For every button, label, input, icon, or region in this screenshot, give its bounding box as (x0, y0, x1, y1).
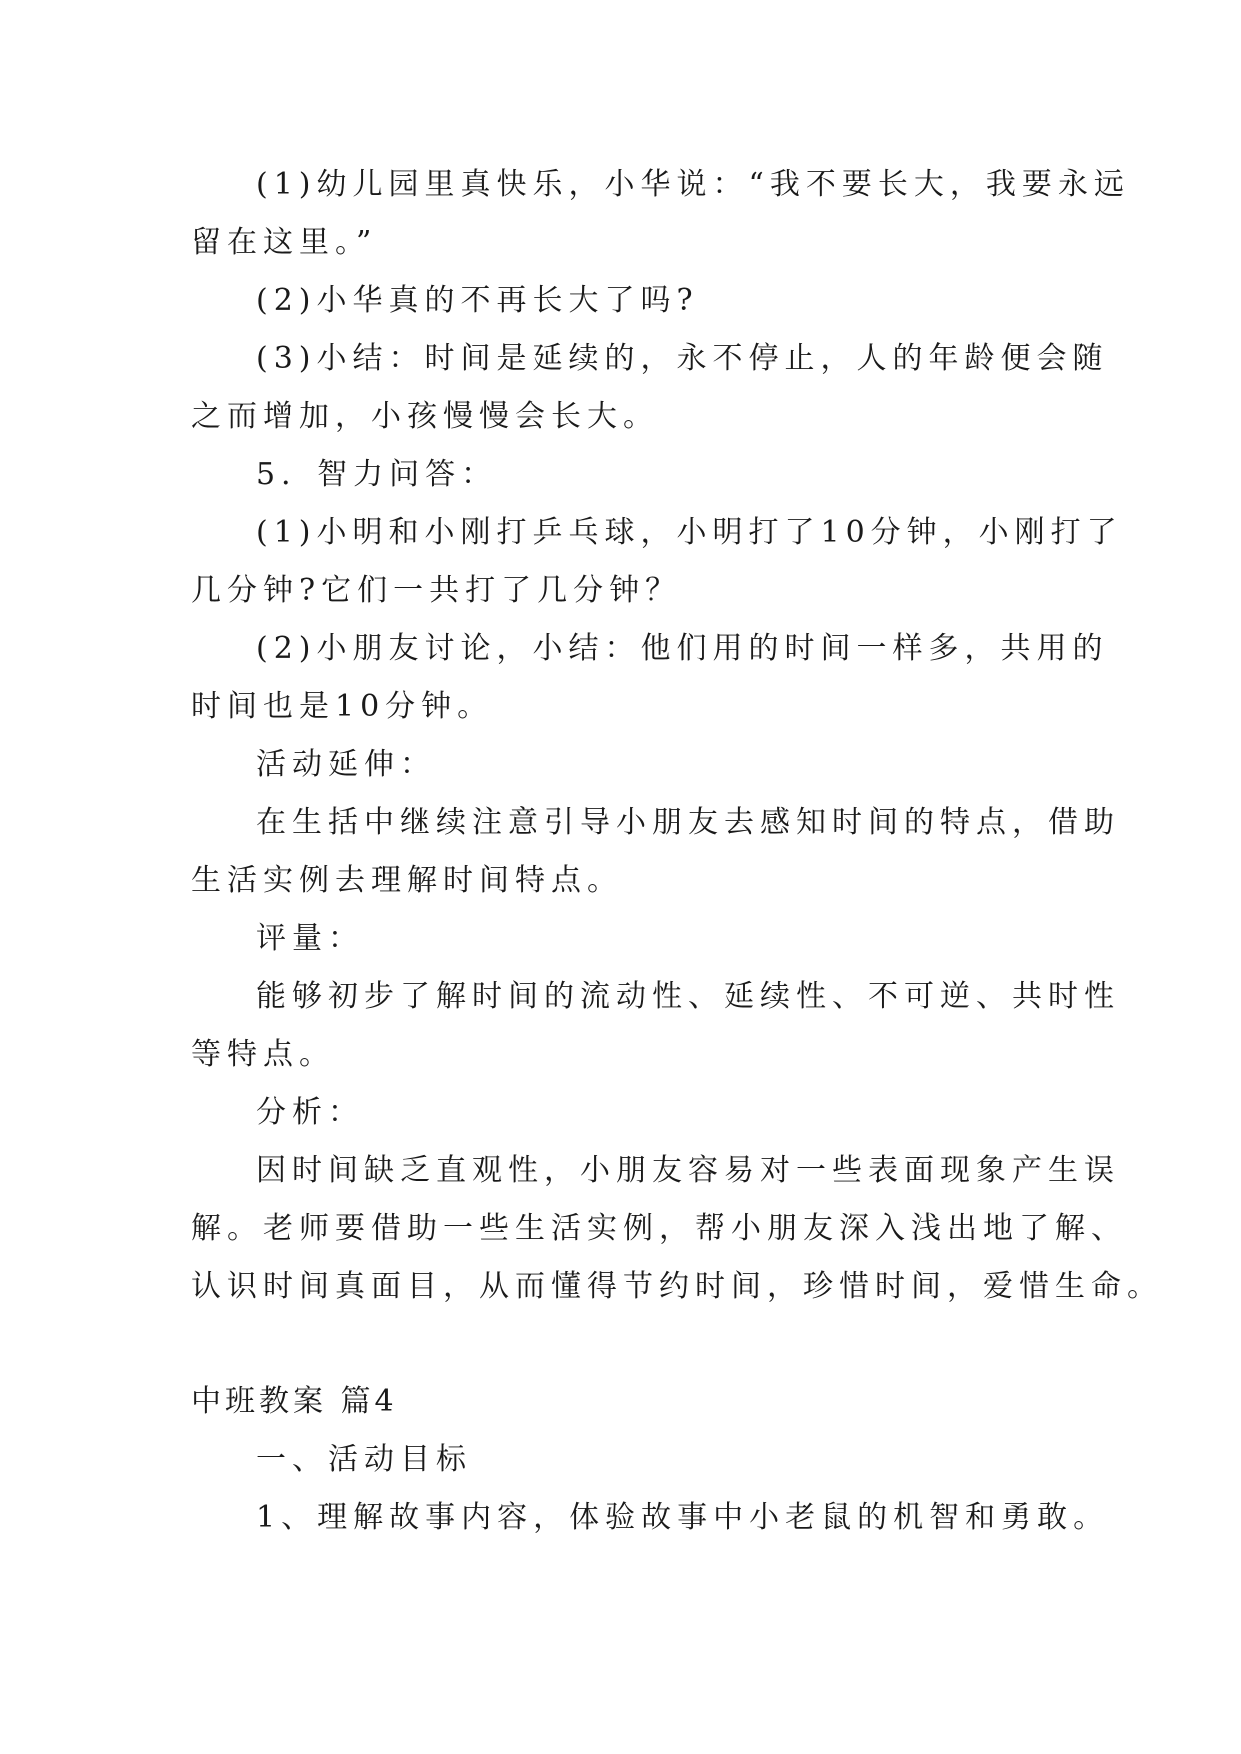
paragraph-line: 能够初步了解时间的流动性、延续性、不可逆、共时性 (256, 979, 1120, 1014)
paragraph-line: 时间也是10分钟。 (191, 689, 494, 724)
paragraph-line: 一、活动目标 (256, 1442, 472, 1477)
paragraph-line: 因时间缺乏直观性，小朋友容易对一些表面现象产生误 (256, 1153, 1120, 1188)
paragraph-line: 5．智力问答： (256, 457, 498, 492)
paragraph-line: 留在这里。” (191, 225, 378, 260)
paragraph-line: (1)幼儿园里真快乐，小华说：“我不要长大，我要永远 (256, 167, 1130, 202)
paragraph-line: 几分钟?它们一共打了几分钟？ (191, 573, 682, 608)
paragraph-line: 生活实例去理解时间特点。 (191, 863, 623, 898)
paragraph-line: 认识时间真面目，从而懂得节约时间，珍惜时间，爱惜生命。 (191, 1269, 1163, 1304)
paragraph-line: 活动延伸： (256, 747, 436, 782)
paragraph-line: (3)小结：时间是延续的，永不停止，人的年龄便会随 (256, 341, 1109, 376)
paragraph-line: 1、理解故事内容，体验故事中小老鼠的机智和勇敢。 (256, 1500, 1110, 1535)
paragraph-line: 分析： (256, 1095, 364, 1130)
paragraph-line: 之而增加，小孩慢慢会长大。 (191, 399, 659, 434)
paragraph-line: (1)小明和小刚打乒乓球，小明打了10分钟，小刚打了 (256, 515, 1123, 550)
paragraph-line: 解。老师要借助一些生活实例，帮小朋友深入浅出地了解、 (191, 1211, 1127, 1246)
paragraph-line: 在生括中继续注意引导小朋友去感知时间的特点，借助 (256, 805, 1120, 840)
paragraph-line: (2)小华真的不再长大了吗? (256, 283, 699, 318)
section-title: 中班教案 篇4 (191, 1384, 398, 1419)
paragraph-line: 等特点。 (191, 1037, 335, 1072)
paragraph-line: 评量： (256, 921, 364, 956)
paragraph-line: (2)小朋友讨论，小结：他们用的时间一样多，共用的 (256, 631, 1109, 666)
